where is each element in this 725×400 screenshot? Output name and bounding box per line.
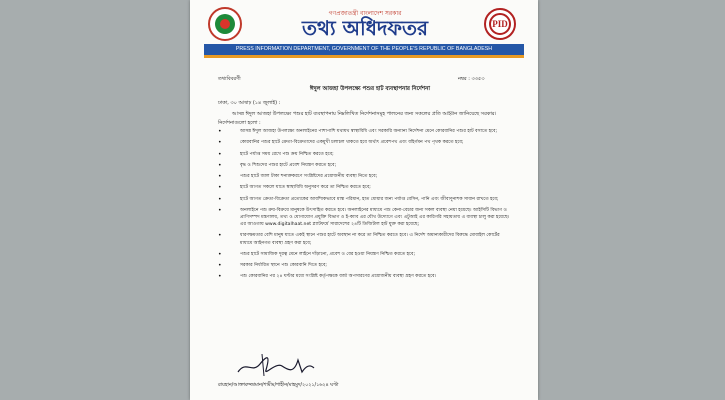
list-item: • কোরবানির পশুর হাটে ক্রেতা-বিক্রেতাদের একমুখী চলাচল থাকতে হবে অর্থাৎ প্রবেশপথ এবং বহির্গমন পথ পৃথক করতে হবে; (218, 139, 464, 147)
bullet-icon: • (218, 195, 222, 203)
bullet-icon: • (218, 150, 222, 158)
bullet-icon: • (218, 206, 222, 214)
intro-paragraph: আসন্ন ঈদুল আজহা উপলক্ষ্যে পশুর হাট ব্যবস্থাপনায় নিম্নলিখিত নির্দেশনাসমূহ পালনের জন্য সকলের প্রতি আহ্বান জানিয়েছে সরকার। নির্দেশনাগুলো হলো : (218, 111, 497, 126)
list-item: • আসন্ন ঈদুল আজহা উপলক্ষ্যে অনলাইনের পাশাপাশি যথাযথ স্বাস্থ্যবিধি এবং সরকারি অন্যান্য নির্দেশনা মেনে কোরবানির পশুর হাট বসাতে হবে; (218, 128, 498, 135)
list-item: • হাটে আগত ক্রেতা-বিক্রেতা প্রত্যেকের আবশ্যিকভাবে মাস্ক পরিধান, হাত ধোয়ার জন্য পর্যাপ্ত বেসিন, পানি এবং জীবাণুনাশক সাবান রাখতে হবে; (218, 195, 499, 203)
signature-line: রায়হান/আক্তারুজ্জামান/শামীম/শাহীন/মাহমুদ/২০২১/১৬২৪ ঘণ্টা (218, 383, 339, 388)
english-banner: PRESS INFORMATION DEPARTMENT, GOVERNMENT OF THE PEOPLE'S REPUBLIC OF BANGLADESH (204, 44, 524, 55)
list-item: • ধারণক্ষমতার বেশি মানুষ যাতে একই স্থানে পশুর হাটে অবস্থান না করে তা নিশ্চিত করতে হবে। এ নির্দেশ অমান্যকারীদের বিরুদ্ধে মোবাইল কোর্টের মাধ্যমে আইনগত ব্যবস্থা গ্রহণ করা হবে; (218, 232, 500, 246)
list-item: • অনলাইনে পশু ক্রয়-বিক্রয়ে মানুষকে উৎসাহিত করতে হবে। অনলাইনের মাধ্যমে পশু কেনা-বেচার জন্য সকল ব্যবস্থা নেয়া হয়েছে। আইসিটি বিভাগ ও প্রাণিসম্পদ মন্ত্রণালয়, তথ্য ও যোগাযোগ প্রযুক্তি বিভাগ ও ই-ক্যাব এর যৌথ উদ্যোগে এবং এটুআই এর কারিগরি সহায়তায় এ ব্যবস্থা চালু করা হয়েছে। এর আওতায় www.digitalhaat.net প্ল্যাটফর্মে সারাদেশের ২৪টি ডিজিটাল হাট যুক্ত করা হয়েছে; (218, 206, 510, 228)
handwritten-signature (236, 352, 316, 378)
document-title: ঈদুল আজহা উপলক্ষ্যে পশুর হাট ব্যবস্থাপনার নির্দেশনা (310, 86, 430, 92)
bullet-icon: • (218, 250, 222, 258)
dateline: ঢাকা, ৩০ আষাঢ় (১৪ জুলাই) : (218, 100, 281, 106)
bullet-icon: • (218, 173, 222, 181)
list-item: • পশু কোরবানির পর ২৪ ঘণ্টার মধ্যে সংশ্লিষ্ট কর্তৃপক্ষকে বর্জ্য অপসারণের প্রয়োজনীয় ব্যবস্থা গ্রহণ করতে হবে। (218, 273, 437, 281)
press-release-label: তথ্যবিবরণী (218, 76, 241, 82)
bullet-icon: • (218, 184, 222, 192)
list-item: • পশুর হাটে সামাজিক দূরত্ব মেনে লাইনে দাঁড়ানো, প্রবেশ ও বের হওয়া নিয়ন্ত্রণ নিশ্চিত করতে হবে; (218, 250, 416, 258)
directive-list (212, 128, 510, 285)
bullet-icon: • (218, 273, 222, 281)
bullet-icon: • (218, 161, 222, 169)
list-item: • বৃদ্ধ ও শিশুদের পশুর হাটে প্রবেশ নিয়ন্ত্রণ করতে হবে; (218, 161, 337, 169)
government-subtitle: গণপ্রজাতন্ত্রী বাংলাদেশ সরকার (328, 10, 402, 17)
government-seal-icon (208, 7, 242, 41)
release-number: নম্বর : ৩৩৫৩ (458, 76, 485, 82)
list-item: • সরকার নির্ধারিত স্থানে পশু কোরবানি দিতে হবে; (218, 262, 327, 270)
bullet-icon: • (218, 139, 222, 147)
pid-logo-text: PID (492, 19, 508, 29)
department-title: তথ্য অধিদফতর (301, 16, 429, 40)
list-item: • হাটে আগত সকলে যাতে স্বাস্থ্যবিধি অনুসরণ করে তা নিশ্চিত করতে হবে; (218, 184, 371, 192)
pid-logo-icon (484, 8, 516, 40)
bullet-icon: • (218, 128, 222, 135)
bullet-icon: • (218, 262, 222, 270)
list-item: • পশুর হাটে জাল টাকা শনাক্তকরণে সংশ্লিষ্টদের প্রয়োজনীয় ব্যবস্থা নিতে হবে; (218, 173, 378, 181)
bullet-icon: • (218, 232, 222, 240)
list-item: • হাটে পর্যাপ্ত সময় রেখে পশু ক্রয় নিশ্চিত করতে হবে; (218, 150, 334, 158)
document-page (190, 0, 538, 400)
banner-divider (204, 55, 524, 58)
